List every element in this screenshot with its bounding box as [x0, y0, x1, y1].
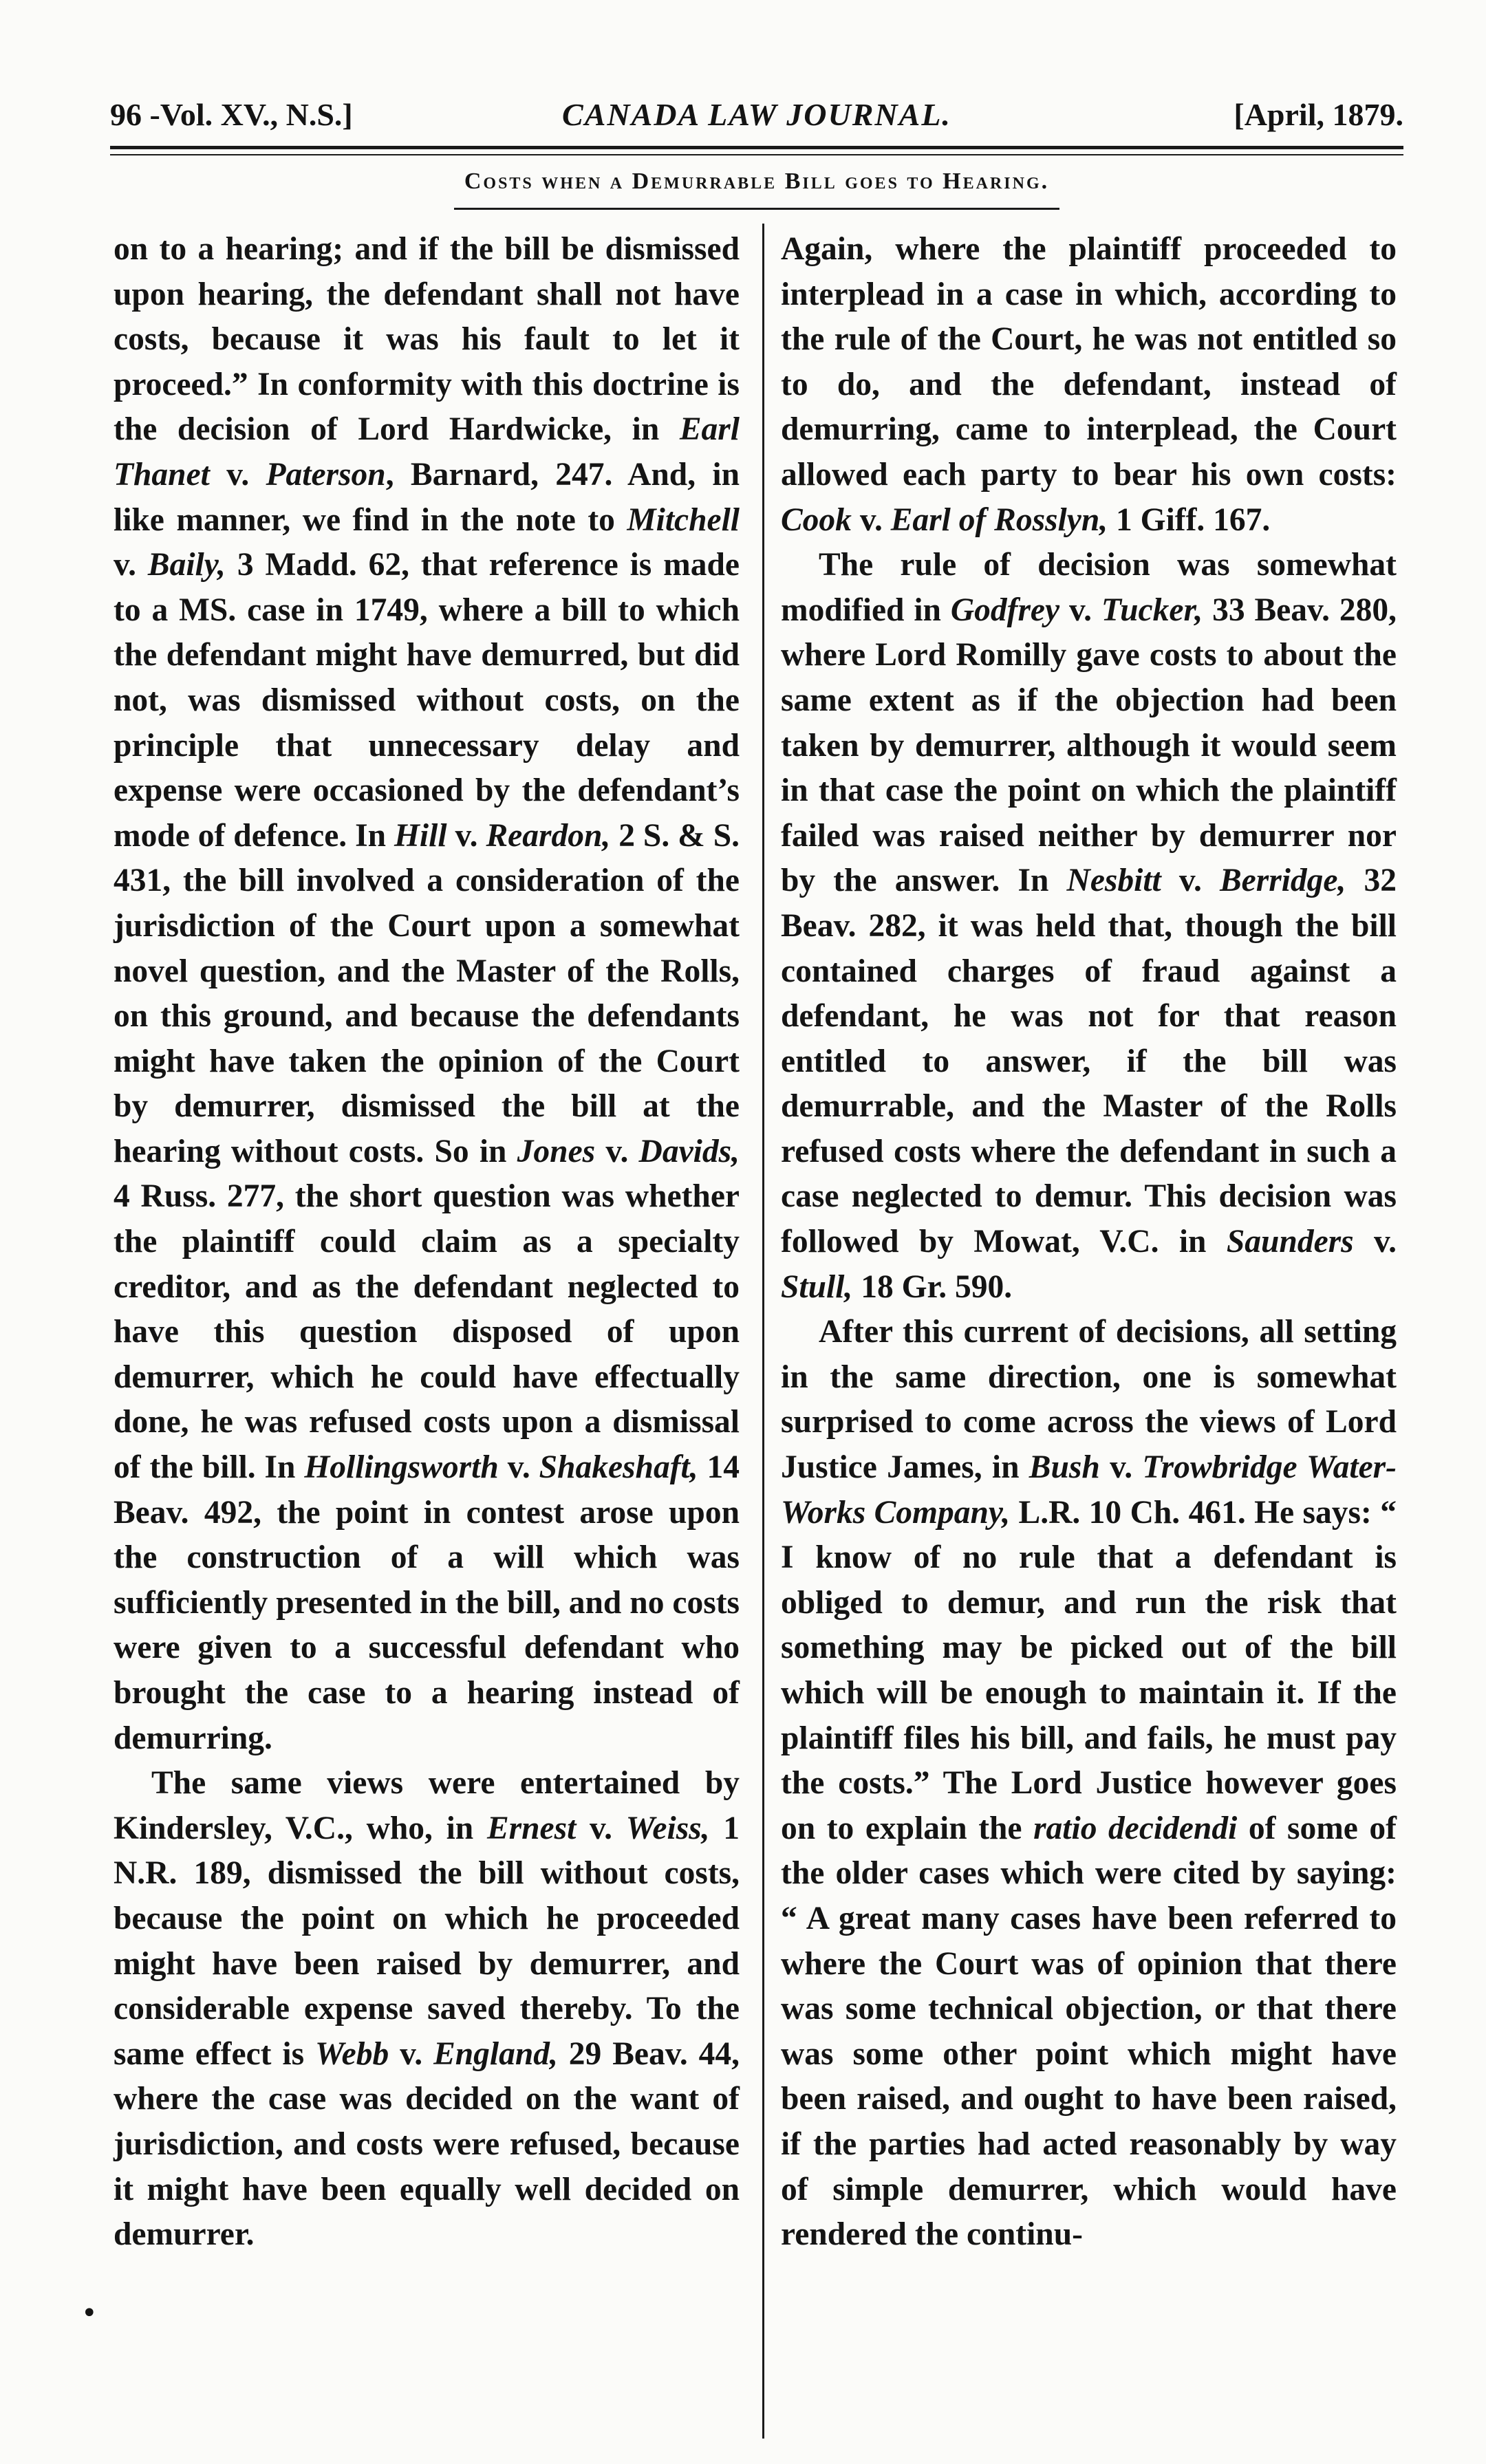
case-name: Bush — [1029, 1449, 1100, 1486]
paragraph — [781, 543, 1397, 1310]
case-name: Nesbitt — [1066, 863, 1161, 899]
case-name: Stull, — [781, 1268, 853, 1305]
case-name: Earl of Rosslyn, — [890, 501, 1108, 538]
text-run: 29 Beav. 44, where the case was decided on the want of jurisdiction, and costs were refused, because it might have been equally well decided on demurrer. — [114, 2035, 740, 2253]
case-name: ratio decidendi — [1033, 1810, 1238, 1846]
margin-mark: • — [81, 2298, 98, 2329]
text-run: v. — [209, 456, 266, 493]
case-name: Weiss, — [625, 1810, 710, 1846]
text-run: v. — [1161, 863, 1220, 899]
text-run: v. — [595, 1133, 639, 1169]
text-run: 18 Gr. 590. — [852, 1268, 1013, 1305]
text-run: Again, where the plaintiff proceeded to interplead in a case in which, according to the rule of the Court, he was not entitled so to do, and the defendant, instead of demurring, came to interplead, the Court allowed each party to bear his own costs: — [781, 231, 1397, 493]
header-rule-thin — [110, 154, 1403, 155]
text-run: 3 Madd. 62, that reference is made to a MS. case in 1749, where a bill to which the defendant might have demurred, but did not, was dismissed without costs, on the principle that unnecessary delay and expense were occasioned by the defendant’s mode of defence. In — [114, 547, 740, 854]
text-run: 1 Giff. 167. — [1108, 501, 1271, 538]
section-heading: Costs when a Demurrable Bill goes to Hearing. — [464, 169, 1050, 194]
running-header — [110, 96, 1403, 138]
right-column — [781, 227, 1397, 2258]
text-run: v. — [114, 547, 148, 583]
text-run: L.R. 10 Ch. 461. He says: “ I know of no rule that a defendant is obliged to demur, and run the risk that something may be picked out of the bill which will be enough to maintain it. If the plaintiff files his bill, and fails, he must pay the costs.” The Lord Justice however goes on to explain the — [781, 1494, 1397, 1846]
text-run: of some of the older cases which were cited by saying: “ A great many cases have been referred to where the Court was of opinion that there was some technical objection, or that there was some other point which might have been raised, and ought to have been raised, if the parties had acted reasonably by way of simple demurrer, which would have rendered the continu- — [781, 1810, 1397, 2253]
text-run: 4 Russ. 277, the short question was whether the plaintiff could claim as a specialty creditor, and as the defendant neglected to have this question disposed of upon demurrer, which he could have effectually done, he was refused costs upon a dismissal of the bill. In — [114, 1178, 740, 1486]
case-name: Hollingsworth — [304, 1449, 499, 1486]
case-name: Baily, — [147, 547, 226, 583]
case-name: Saunders — [1226, 1224, 1354, 1260]
text-run: The same views were entertained by Kindersley, V.C., who, in — [114, 1765, 740, 1846]
text-run: v. — [1099, 1449, 1143, 1486]
text-run: The rule of decision was somewhat modified in — [781, 547, 1397, 628]
paragraph — [781, 1310, 1397, 2257]
text-run: 33 Beav. 280, where Lord Romilly gave costs to about the same extent as if the objection had been taken by demurrer, although it would seem in that case the point on which the plaintiff failed was raised neither by demurrer nor by the answer. In — [781, 592, 1397, 899]
case-name: Godfrey — [950, 592, 1060, 628]
case-name: England, — [433, 2035, 558, 2072]
text-run: v. — [1353, 1224, 1397, 1260]
left-column — [114, 227, 740, 2258]
case-name: Davids, — [638, 1133, 740, 1169]
case-name: Hill — [394, 817, 447, 854]
case-name: Ernest — [486, 1810, 577, 1846]
text-run: v. — [1059, 592, 1101, 628]
case-name: Webb — [314, 2035, 389, 2072]
text-run: 2 S. & S. 431, the bill involved a consideration of the jurisdiction of the Court upon a somewhat novel question, and the Master of the Rolls, on this ground, and because the defendants might have taken the opinion of the Court by demurrer, dismissed the bill at the hearing without costs. So in — [114, 817, 740, 1169]
header-rule-thick — [110, 146, 1403, 149]
case-name: Reardon, — [486, 817, 611, 854]
text-run: v. — [851, 501, 891, 538]
journal-title: CANADA LAW JOURNAL. — [562, 97, 951, 132]
text-run: v. — [576, 1810, 626, 1846]
text-run: After this current of decisions, all setting in the same direction, one is somewhat surprised to come across the views of Lord Justice James, in — [781, 1314, 1397, 1486]
section-heading-rule — [454, 208, 1059, 210]
case-name: Trowbridge Water-Works Company, — [781, 1449, 1397, 1531]
case-name: Earl Thanet — [114, 411, 740, 493]
page-volume: 96 -Vol. XV., N.S.] — [110, 97, 353, 132]
text-run: v. — [446, 817, 486, 854]
case-name: Mitchell — [627, 501, 740, 538]
paragraph — [114, 1761, 740, 2258]
text-run: on to a hearing; and if the bill be dismissed upon hearing, the defendant shall not have costs, because it was his fault to let it proceed.” In conformity with this doctrine is the decision of Lord Hardwicke, in — [114, 231, 740, 448]
paragraph — [114, 227, 740, 1761]
case-name: Paterson — [266, 456, 386, 493]
case-name: Tucker, — [1101, 592, 1203, 628]
column-divider — [762, 224, 764, 2439]
issue-date: [April, 1879. — [1234, 97, 1403, 132]
case-name: Cook — [781, 501, 852, 538]
paragraph — [781, 227, 1397, 543]
text-run: v. — [389, 2035, 434, 2072]
case-name: Shakeshaft, — [539, 1449, 698, 1486]
text-run: 32 Beav. 282, it was held that, though the bill contained charges of fraud against a defendant, he was not for that reason entitled to answer, if the bill was demurrable, and the Master of the Rolls refused costs where the defendant in such a case neglected to demur. This decision was followed by Mowat, V.C. in — [781, 863, 1397, 1260]
text-run: 1 N.R. 189, dismissed the bill without costs, because the point on which he proceeded might have been raised by demurrer, and considerable expense saved thereby. To the same effect is — [114, 1810, 740, 2072]
text-run: , Barnard, 247. And, in like manner, we find in the note to — [114, 456, 740, 538]
text-run: 14 Beav. 492, the point in contest arose upon the construction of a will which was sufficiently presented in the bill, and no costs were given to a successful defendant who brought the case to a hearing instead of demurring. — [114, 1449, 740, 1756]
text-run: v. — [498, 1449, 539, 1486]
case-name: Berridge, — [1219, 863, 1346, 899]
case-name: Jones — [517, 1133, 596, 1169]
